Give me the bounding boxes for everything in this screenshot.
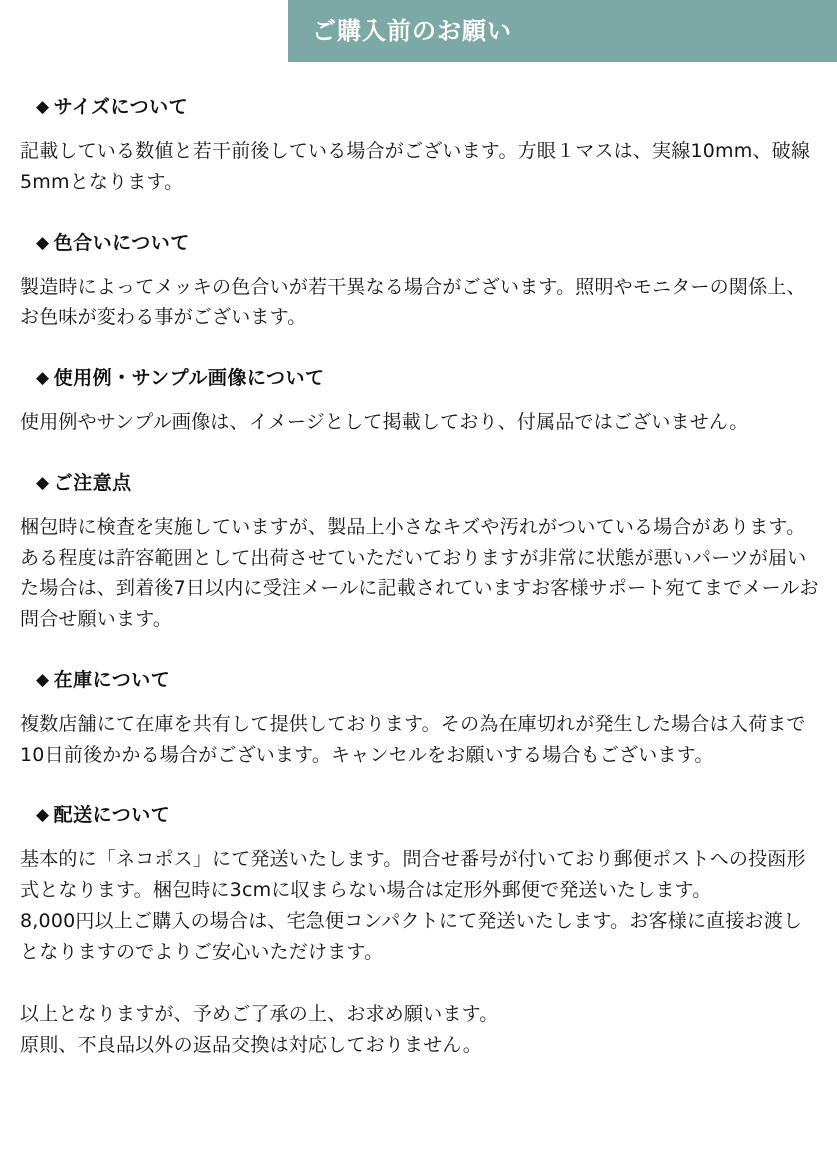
paragraph: 複数店舗にて在庫を共有して提供しております。その為在庫切れが発生した場合は入荷まで10日前後かかる場合がございます。キャンセルをお願いする場合もございます。 [20,712,806,766]
section-cautions [18,468,819,635]
section-heading-sample-images [36,363,819,390]
section-heading-size [36,92,819,119]
section-heading-shipping-label: 配送について [53,804,171,827]
diamond-bullet-icon: ◆ [36,368,50,389]
paragraph: 8,000円以上ご購入の場合は、宅急便コンパクトにて発送いたします。お客様に直接お渡しとなりますのでよりご安心いただけます。 [20,909,803,963]
section-heading-size-label: サイズについて [53,96,189,118]
page-title: ご購入前のお願い [312,17,512,45]
closing-line: 以上となりますが、予めご了承の上、お求め願います。 [20,1003,499,1026]
diamond-bullet-icon: ◆ [36,232,50,253]
section-heading-color [36,228,819,255]
document-body [0,92,837,1061]
section-body-size [20,136,819,198]
section-heading-stock-label: 在庫について [53,668,171,691]
paragraph: 使用例やサンプル画像は、イメージとして掲載しており、付属品ではございません。 [20,411,749,434]
section-heading-shipping [36,800,819,827]
diamond-bullet-icon: ◆ [36,805,50,826]
section-body-cautions [20,512,819,635]
section-stock [18,665,819,771]
section-body-color [20,272,819,334]
section-body-stock [20,709,819,771]
section-sample-images [18,363,819,438]
paragraph: 梱包時に検査を実施していますが、製品上小さなキズや汚れがついている場合があります。ある程度は許容範囲として出荷させていただいておりますが非常に状態が悪いパーツが届いた場合は、到着後7日以内に受注メールに記載されていますお客様サポート宛てまでメールお問合せ願います。 [20,515,819,631]
section-size [18,92,819,198]
section-body-sample-images [20,407,819,438]
paragraph: 製造時によってメッキの色合いが若干異なる場合がございます。照明やモニターの関係上、お色味が変わる事がございます。 [20,275,806,329]
section-heading-cautions-label: ご注意点 [53,471,132,494]
diamond-bullet-icon: ◆ [36,669,50,690]
diamond-bullet-icon: ◆ [36,97,50,117]
paragraph: 記載している数値と若干前後している場合がございます。方眼１マスは、実線10mm、破線5mmとなります。 [20,140,811,193]
section-heading-stock [36,665,819,692]
closing-line: 原則、不良品以外の返品交換は対応しておりません。 [20,1034,482,1057]
section-heading-cautions [36,468,819,495]
paragraph: 基本的に「ネコポス」にて発送いたします。問合せ番号が付いており郵便ポストへの投函形式となります。梱包時に3cmに収まらない場合は定形外郵便で発送いたします。 [20,848,806,902]
section-body-shipping [20,844,819,967]
section-heading-color-label: 色合いについて [53,231,190,254]
diamond-bullet-icon: ◆ [36,472,50,493]
page-header [0,0,837,62]
section-shipping [18,800,819,967]
closing-note [20,999,819,1061]
section-color [18,228,819,334]
section-heading-sample-images-label: 使用例・サンプル画像について [53,367,325,390]
